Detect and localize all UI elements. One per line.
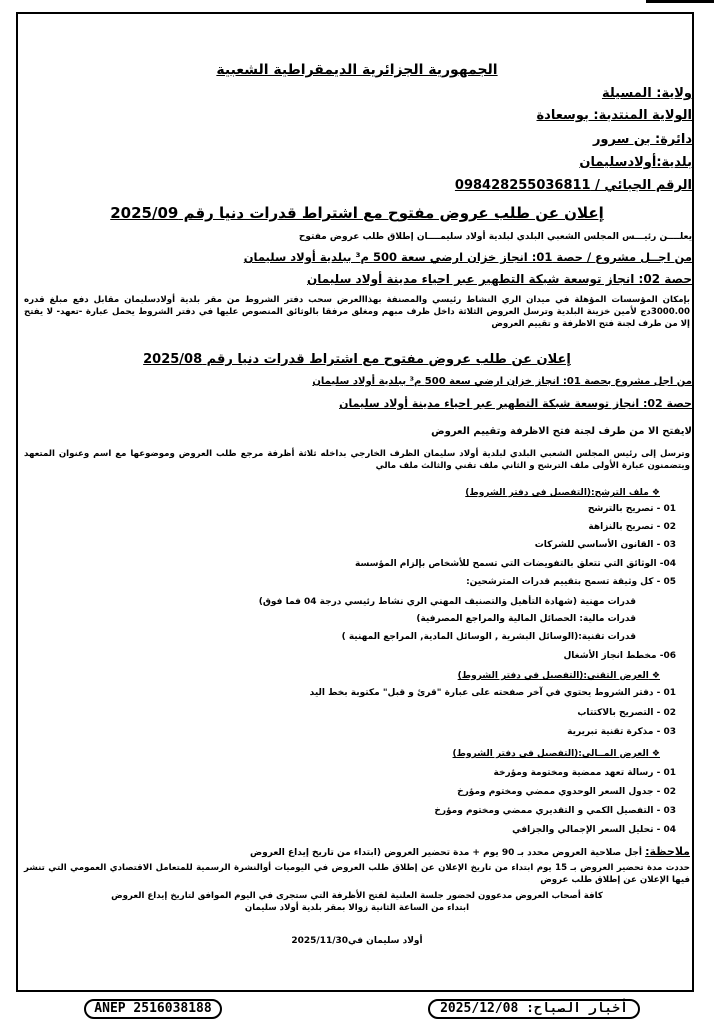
diamond-bullet-icon: ❖ [648,671,660,681]
top-edge-line [646,0,714,3]
notice2-no-open: لايفتح الا من طرف لجنة فتح الاظرفة وتقييم العروض [431,426,692,437]
note-opening-session: كافة أصحاب العروض مدعوون لحضور جلسة العلنية لفتح الأظرفة التي ستجرى في اليوم الموافق لتاريخ إيداع العروض ابتداء من الساعة الثانية زوالا بمقر بلدية أولاد سليمان [111,891,603,913]
candidature-heading [465,488,660,498]
technical-item: 03 - مذكرة تقنية تبريرية [567,727,676,737]
capacity-line: قدرات مالية: الحصائل المالية والمراجع المصرفية) [416,614,636,624]
notice2-lot1: من اجل مشروع بحصة 01: انجاز خزان ارضي سعة 500 م³ ببلدية أولاد سليمان [312,376,692,387]
candidature-item: 03 - القانون الأساسي للشركات [534,540,676,550]
capacity-line: قدرات تقنية:(الوسائل البشرية , الوسائل المادية, المراجع المهنية ) [341,632,636,642]
financial-heading-text: العرض المــالي:(التفصيل في دفتر الشروط) [452,749,649,759]
republic-title: الجمهورية الجزائرية الديمقراطية الشعبية [216,62,498,78]
notice2-body: وترسل إلى رئيس المجلس الشعبي البلدي لبلدية أولاد سليمان الظرف الخارجي بداخله ثلاثة أظرفة مرجع طلب العروض وموضوعها مع اسم وعنوان المتعهد ويتضمنون عبارة الأولى ملف الترشح و الثاني ملف تقني والثالث ملف مالي [24,449,690,471]
financial-heading [453,749,660,759]
tax-id-line: الرقم الجبائي / 098428255036811 [454,178,692,193]
notice1-body: بإمكان المؤسسات المؤهلة في ميدان الري النشاط رئيسي والمصنفة بهذاالعرض سحب دفتر الشروط من مقر بلدية أولادسليمان مقابل دفع مبلغ قدره 3000.00دج لأمين خزينة البلدية وترسل العروض الثلاثة داخل ظرف مبهم ومغلق مرفقا بالوثائق المنصوص عليها في دفتر الشروط يحمل عبارة -تعهد- لا يفتح إلا من طرف لجنة فتح الاظرفة و تقييم العروض [24,295,690,329]
note-validity [250,845,690,858]
technical-item: 01 - دفتر الشروط يحتوي في آخر صفحته على عبارة "قرئ و قبل" مكتوبة بخط اليد [309,688,676,698]
financial-item: 03 - التفصيل الكمي و التقديري ممضي ومختوم ومؤرخ [434,806,676,816]
financial-item: 04 - تحليل السعر الإجمالي والجزافي [512,825,676,835]
candidature-item: 05 - كل وثيقة تسمح بتقييم قدرات المترشحين: [466,577,676,587]
notice1-intro: يعلــــن رئيـــس المجلس الشعبي البلدي لبلدية أولاد سليمــــان إطلاق طلب عروض مفتوح [298,232,692,242]
notice1-title: إعلان عن طلب عروض مفتوح مع اشتراط قدرات دنيا رقم 2025/09 [110,204,604,222]
technical-heading [458,671,660,681]
journal-date-badge: أخبار الصباح: 2025/12/08 [428,999,640,1019]
candidature-item: 01 - تصريح بالترشح [587,504,676,514]
financial-item: 01 - رسالة تعهد ممضية ومختومة ومؤرخة [493,768,676,778]
capacity-line: قدرات مهنية (شهادة التأهيل والتصنيف المهني الري نشاط رئيسي درجة 04 فما فوق) [258,597,636,607]
note-preparation: حددت مدة تحضير العروض بـ 15 يوم ابتداء من تاريخ الإعلان عن إطلاق طلب العروض في اليوميات أوالنشرة الرسمية للمتعامل الاقتصادي العمومي التي تنشر فيها الإعلان عن إطلاق طلب عروض [24,863,690,885]
candidature-item: 06- مخطط انجاز الأشغال [563,651,676,661]
anep-number-badge: ANEP 2516038188 [84,999,222,1019]
notice1-lot2: حصة 02: انجاز توسعة شبكة التطهير عبر احياء مدينة أولاد سليمان [306,272,692,286]
daira-line: دائرة: بن سرور [592,132,692,147]
financial-item: 02 - جدول السعر الوحدوي ممضي ومختوم ومؤرخ [457,787,676,797]
technical-item: 02 - التصريح بالاكتتاب [577,708,676,718]
commune-line: بلدية:أولادسليمان [579,155,692,170]
note-label: ملاحظة: [645,845,690,858]
notice1-lot1: من اجــل مشروع / حصة 01: انجاز خزان ارضي سعة 500 م³ ببلدية أولاد سليمان [243,250,692,264]
delegated-wilaya-line: الولاية المنتدبة: بوسعادة [536,108,692,123]
notice2-lot2: حصة 02: انجاز توسعة شبكة التطهير عبر احياء مدينة أولاد سليمان [339,397,692,410]
technical-heading-text: العرض التقني:(التفصيل في دفتر الشروط) [457,671,649,681]
diamond-bullet-icon: ❖ [648,749,660,759]
signature-place-date: أولاد سليمان في2025/11/30 [291,936,423,946]
notice2-title: إعلان عن طلب عروض مفتوح مع اشتراط قدرات دنيا رقم 2025/08 [143,352,571,367]
wilaya-line: ولاية: المسيلة [601,86,692,101]
diamond-bullet-icon: ❖ [648,488,660,498]
candidature-heading-text: ملف الترشح:(التفصيل في دفتر الشروط) [465,488,649,498]
candidature-item: 02 - تصريح بالنزاهة [588,522,676,532]
note-validity-text: أجل صلاحية العروض محدد بـ 90 يوم + مدة تحضير العروض (ابتداء من تاريخ إيداع العروض [250,848,642,858]
candidature-item: 04- الوثائق التي تتعلق بالتفويضات التي تسمح للأشخاص بإلزام المؤسسة [355,559,676,569]
